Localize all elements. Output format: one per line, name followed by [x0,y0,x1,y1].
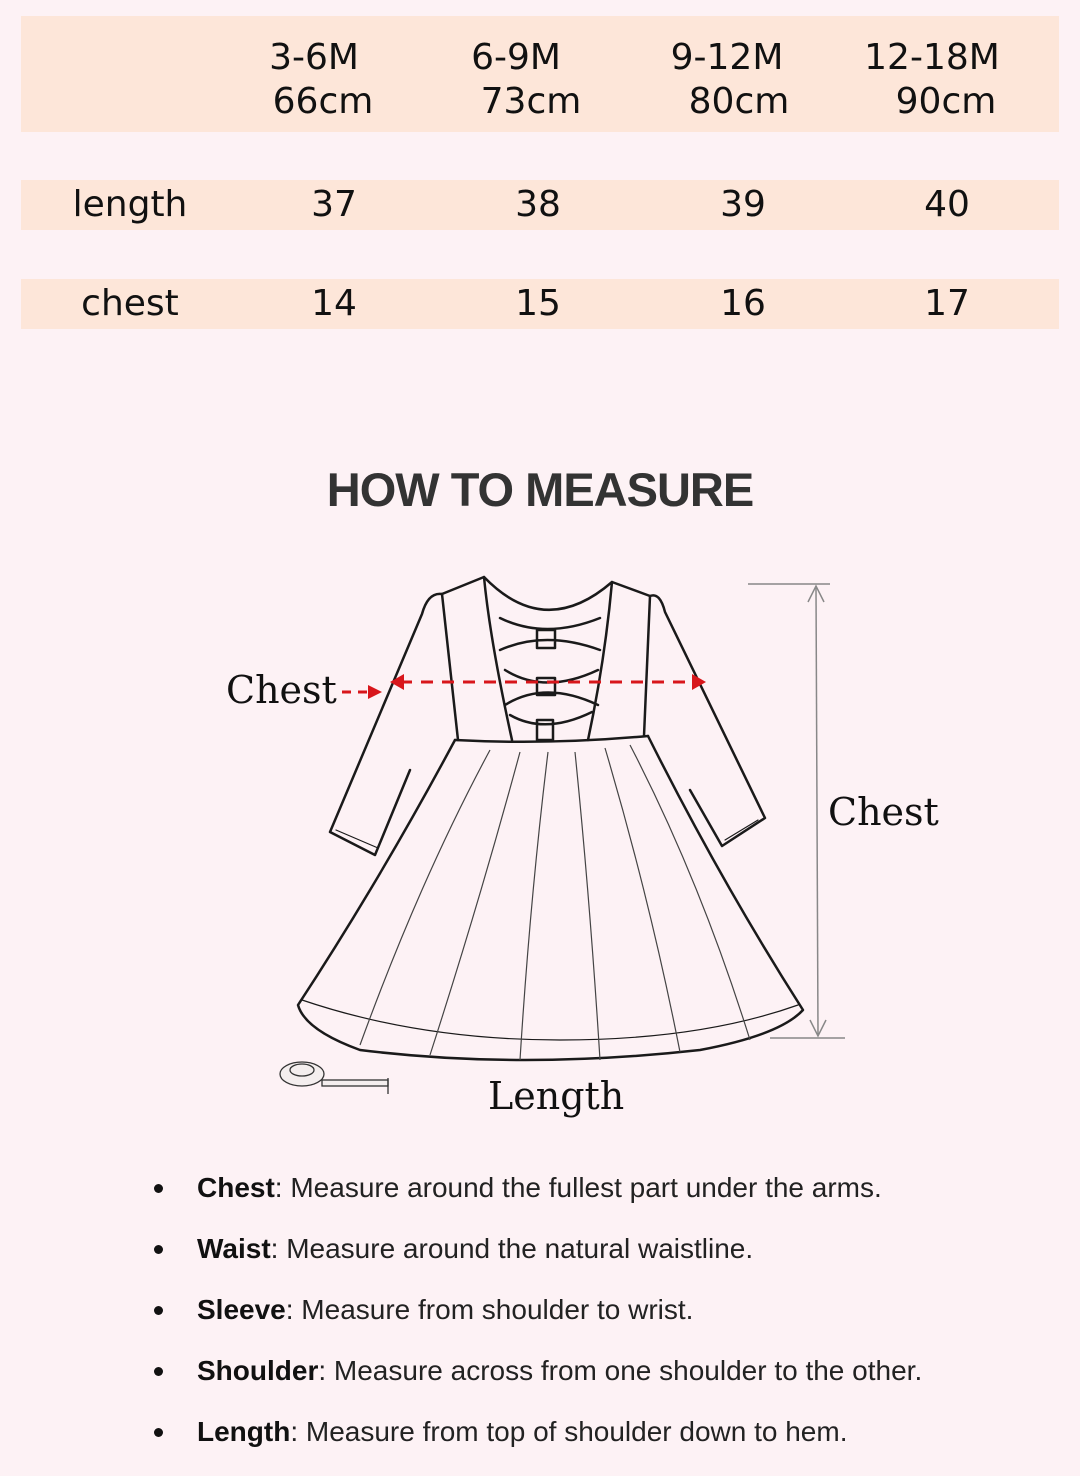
instruction-term: Shoulder [197,1355,319,1386]
instruction-text: : Measure from shoulder to wrist. [285,1294,694,1325]
instruction-text: : Measure around the natural waistline. [270,1233,754,1264]
chest-value: 14 [311,283,357,324]
length-value: 37 [311,184,357,225]
chest-value: 16 [720,283,766,324]
chest-horizontal-label: Chest [226,668,337,712]
height-label: 73cm [480,81,582,122]
instruction-shoulder [150,1353,922,1414]
bullet-icon [154,1428,163,1437]
instruction-sleeve [150,1292,922,1353]
row-label-chest: chest [81,283,179,324]
instruction-length [150,1414,922,1475]
row-label-length: length [72,184,188,225]
length-value: 39 [720,184,766,225]
size-label: 12-18M [864,37,1000,78]
how-to-measure-title: HOW TO MEASURE [326,463,754,516]
bullet-icon [154,1306,163,1315]
height-label: 66cm [272,81,374,122]
bullet-icon [154,1184,163,1193]
size-label: 6-9M [471,37,561,78]
height-label: 80cm [688,81,790,122]
height-label: 90cm [895,81,997,122]
size-label: 9-12M [670,37,784,78]
measure-instructions [150,1170,922,1475]
instruction-chest [150,1170,922,1231]
bullet-icon [154,1245,163,1254]
instruction-text: : Measure across from one shoulder to the other. [318,1355,923,1386]
chest-vertical-label: Chest [828,790,939,834]
instruction-term: Length [197,1416,291,1447]
instruction-text: : Measure from top of shoulder down to hem. [290,1416,848,1447]
instruction-waist [150,1231,922,1292]
instruction-term: Waist [197,1233,271,1264]
bullet-icon [154,1367,163,1376]
instruction-term: Chest [197,1172,275,1203]
length-value: 38 [515,184,561,225]
chest-value: 17 [924,283,970,324]
length-label: Length [488,1074,625,1118]
length-value: 40 [924,184,970,225]
instruction-term: Sleeve [197,1294,286,1325]
chest-value: 15 [515,283,561,324]
instruction-text: : Measure around the fullest part under the arms. [274,1172,882,1203]
size-label: 3-6M [269,37,359,78]
